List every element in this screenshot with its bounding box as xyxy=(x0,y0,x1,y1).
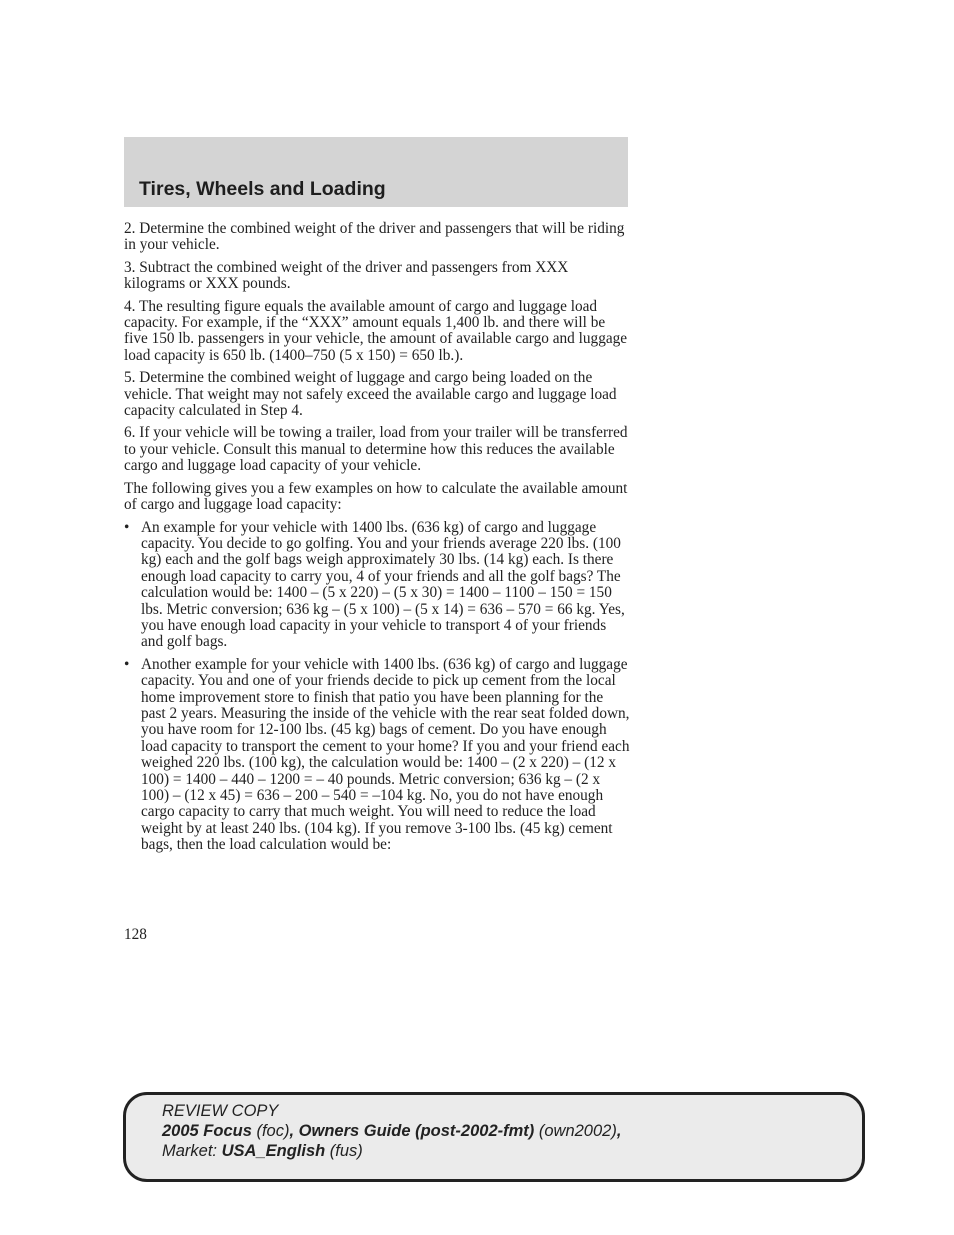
step-3-paragraph: 3. Subtract the combined weight of the driver and passengers from XXX kilograms or XXX pounds. xyxy=(124,258,569,293)
review-copy-text xyxy=(162,1101,621,1161)
document-info-line: 2005 Focus (foc), Owners Guide (post-2002-fmt) (own2002), xyxy=(162,1122,622,1140)
market-label: Market: xyxy=(162,1142,222,1160)
list-item xyxy=(124,657,630,854)
list-item xyxy=(124,520,630,651)
section-title: Tires, Wheels and Loading xyxy=(139,178,386,200)
page-content xyxy=(124,221,630,860)
examples-intro-paragraph: The following gives you a few examples on how to calculate the available amount of cargo and luggage load capacity: xyxy=(124,479,628,514)
model-code: (foc) xyxy=(251,1122,290,1140)
step-6-paragraph: 6. If your vehicle will be towing a trailer, load from your trailer will be transferred to your vehicle. Consult this manual to determine how this reduces the available cargo and luggage load capacity of your vehicle. xyxy=(124,424,628,475)
step-2-paragraph: 2. Determine the combined weight of the driver and passengers that will be riding in your vehicle. xyxy=(124,220,625,254)
list-item-text: Another example for your vehicle with 1400 lbs. (636 kg) of cargo and luggage capacity. You and one of your friends decide to pick up cement from the local home improvement store to finish that patio you have been planning for the past 2 years. Measuring the inside of the vehicle with the rear seat folded down, you have room for 12-100 lbs. (45 kg) bags of cement. Do you have enough load capacity to transport the cement to your home? If you and your friend each weighed 220 lbs. (100 kg), the calculation would be: 1400 – (2 x 220) – (12 x 100) = 1400 – 440 – 1200 = – 40 pounds. Metric conversion; 636 kg – (2 x 100) – (12 x 45) = 636 – 200 – 540 = –104 kg. No, you do not have enough cargo capacity to carry that much weight. You will need to reduce the load weight by at least 240 lbs. (104 kg). If you remove 3-100 lbs. (45 kg) cement bags, then the load calculation would be: xyxy=(141,655,630,854)
bullet-icon: • xyxy=(124,518,130,536)
model-name: 2005 Focus xyxy=(162,1122,252,1140)
guide-name: Owners Guide (post-2002-fmt) xyxy=(298,1122,535,1140)
examples-list xyxy=(124,520,630,854)
market-line xyxy=(162,1141,621,1161)
review-copy-box xyxy=(123,1092,865,1182)
market-name: USA_English xyxy=(221,1142,326,1160)
section-header-band xyxy=(124,137,628,207)
bullet-icon: • xyxy=(124,655,130,673)
market-code: (fus) xyxy=(325,1142,363,1160)
step-5-paragraph: 5. Determine the combined weight of luggage and cargo being loaded on the vehicle. That weight may not safely exceed the available cargo and luggage load capacity calculated in Step 4. xyxy=(124,369,617,420)
list-item-text: An example for your vehicle with 1400 lbs. (636 kg) of cargo and luggage capacity. You decide to go golfing. You and your friends average 220 lbs. (100 kg) each and the golf bags weigh approximately 30 lbs. (14 kg) each. Is there enough load capacity to carry you, 4 of your friends and all the golf bags? The calculation would be: 1400 – (5 x 220) – (5 x 30) = 1400 – 1100 – 150 = 150 lbs. Metric conversion; 636 kg – (5 x 100) – (5 x 14) = 636 – 570 = 66 kg. Yes, you have enough load capacity in your vehicle to transport 4 of your friends and golf bags. xyxy=(141,518,625,651)
review-copy-label: REVIEW COPY xyxy=(162,1102,279,1120)
page-number: 128 xyxy=(124,926,147,943)
step-4-paragraph: 4. The resulting figure equals the available amount of cargo and luggage load capacity. For example, if the “XXX” amount equals 1,400 lb. and there will be five 150 lb. passengers in your vehicle, the amount of available cargo and luggage load capacity is 650 lb. (1400–750 (5 x 150) = 650 lb.). xyxy=(124,297,628,364)
guide-code: (own2002) xyxy=(534,1122,617,1140)
